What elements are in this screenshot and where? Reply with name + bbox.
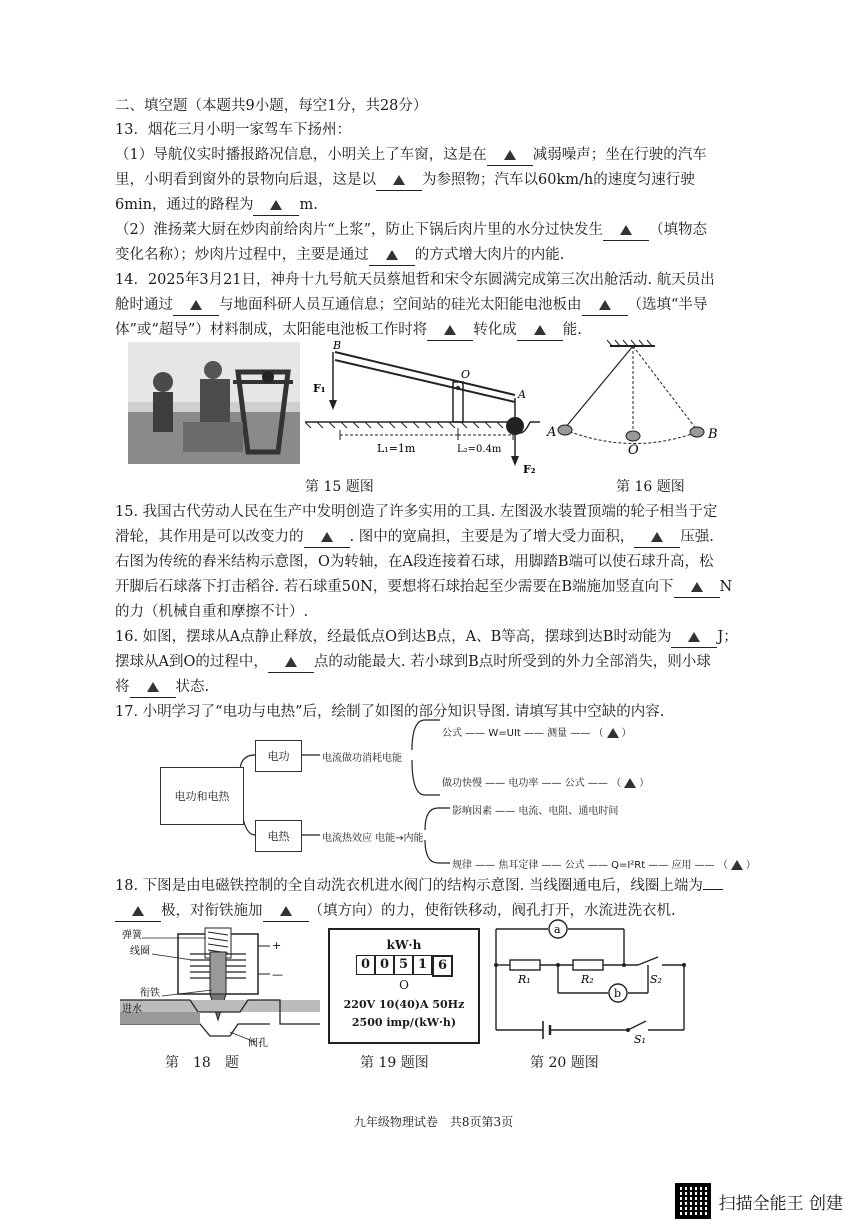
triangle-icon (321, 532, 333, 542)
q14-line2: 舱时通过 与地面科研人员互通信息；空间站的硅光太阳能电池板由 （选填“半导 (115, 295, 707, 316)
answer-blank[interactable] (487, 145, 533, 166)
well-photo (128, 342, 300, 464)
triangle-icon (607, 728, 619, 738)
fig18-caption: 第 18 题 (165, 1055, 239, 1071)
pendulum-diagram (545, 338, 745, 456)
mindmap-work-desc: 电流做功消耗电能 (322, 753, 402, 764)
q15-line5: 的力（机械自重和摩擦不计）. (115, 604, 309, 620)
meter-spec1: 220V 10(40)A 50Hz (343, 998, 465, 1011)
mindmap-heat-r2: 规律 —— 焦耳定律 —— 公式 —— Q=I²Rt —— 应用 —— （ ） (452, 860, 756, 871)
q13-line4: （2）淮扬菜大厨在炒肉前给肉片“上浆”，防止下锅后肉片里的水分过快发生 （填物态 (115, 220, 707, 241)
triangle-icon (285, 657, 297, 667)
q15-line4: 开脚后石球落下打击稻谷. 若石球重50N，要想将石球抬起至少需要在B端施加竖直向下 N (115, 577, 732, 598)
q13-line5: 变化名称）；炒肉片过程中，主要是通过 的方式增大肉片的内能. (115, 245, 564, 266)
answer-blank[interactable] (634, 527, 680, 548)
meter-digit: 0 (356, 955, 375, 975)
label-R2: R₂ (581, 973, 594, 986)
triangle-icon (444, 325, 456, 335)
qr-code-icon (675, 1183, 711, 1219)
triangle-icon (651, 532, 663, 542)
triangle-icon (731, 860, 743, 870)
answer-blank[interactable] (603, 220, 649, 241)
q16-line1: 16. 如图，摆球从A点静止释放，经最低点O到达B点，A、B等高，摆球到达B时动能为 J； (115, 627, 738, 648)
mindmap-node-heat: 电热 (255, 820, 302, 852)
fig19-caption: 第 19 题图 (360, 1055, 429, 1071)
label-A: A (547, 425, 557, 440)
triangle-icon (620, 225, 632, 235)
label-inlet: 进水 (122, 1004, 142, 1015)
mindmap-heat-desc: 电流热效应 电能→内能 (322, 833, 424, 844)
label-L2: L₂=0.4m (457, 444, 502, 455)
meter-digit: 1 (413, 955, 432, 975)
triangle-icon (504, 150, 516, 160)
meter-a-label: a (554, 923, 561, 936)
triangle-icon (691, 582, 703, 592)
mindmap-node-work: 电功 (255, 740, 302, 772)
q15-line1: 15. 我国古代劳动人民在生产中发明创造了许多实用的工具. 左图汲水装置顶端的轮子相当于定 (115, 504, 718, 520)
triangle-icon (270, 200, 282, 210)
answer-blank[interactable] (703, 889, 723, 890)
label-F2: F₂ (523, 463, 536, 476)
meter-digit-decimal: 6 (432, 955, 453, 977)
triangle-icon (132, 906, 144, 916)
label-A: A (518, 388, 526, 401)
label-hole: 阀孔 (248, 1038, 268, 1048)
label-S1: S₁ (634, 1033, 646, 1045)
answer-blank[interactable] (268, 652, 314, 673)
answer-blank[interactable] (369, 245, 415, 266)
watermark-text: 扫描全能王 创建 (718, 1193, 843, 1214)
fig20-caption: 第 20 题图 (530, 1055, 599, 1071)
answer-blank[interactable] (173, 295, 219, 316)
q18-line2: 极，对衔铁施加 （填方向）的力，使衔铁移动，阀孔打开，水流进洗衣机. (115, 901, 676, 922)
answer-blank[interactable] (304, 527, 350, 548)
triangle-icon (599, 300, 611, 310)
meter-unit: kW·h (386, 938, 422, 952)
q13-stem: 13．烟花三月小明一家驾车下扬州： (115, 122, 351, 138)
q17-line1: 17. 小明学习了“电功与电热”后，绘制了如图的部分知识导图. 请填写其中空缺的内容. (115, 704, 665, 720)
q13-line3: 6min，通过的路程为 m. (115, 195, 318, 216)
scanner-watermark (675, 1183, 843, 1219)
answer-blank[interactable] (674, 577, 720, 598)
mindmap-root: 电功和电热 (160, 767, 244, 825)
valve-diagram (120, 924, 320, 1048)
fig16-caption: 第 16 题图 (616, 479, 685, 495)
label-minus: — (272, 968, 283, 981)
q14-line3: 体”或“超导”）材料制成，太阳能电池板工作时将 转化成 能. (115, 320, 582, 341)
label-L1: L₁=1m (377, 442, 416, 455)
label-spring: 弹簧 (122, 930, 142, 941)
label-B: B (333, 340, 342, 352)
meter-spec2: 2500 imp/(kW·h) (351, 1016, 457, 1029)
triangle-icon (534, 325, 546, 335)
answer-blank[interactable] (376, 170, 422, 191)
q16-line3: 将 状态. (115, 677, 209, 698)
triangle-icon (688, 632, 700, 642)
q15-line3: 右图为传统的舂米结构示意图，O为转轴，在A段连接着石球，用脚踏B端可以使石球升高，松 (115, 554, 714, 570)
section-title: 二、填空题（本题共9小题，每空1分，共28分） (115, 98, 428, 114)
fig15-caption: 第 15 题图 (305, 479, 374, 495)
triangle-icon (624, 778, 636, 788)
triangle-icon (147, 682, 159, 692)
mindmap-work-r2: 做功快慢 —— 电功率 —— 公式 —— （ ） (442, 778, 650, 789)
page-footer: 九年级物理试卷 共8页第3页 (353, 1115, 514, 1129)
triangle-icon (280, 906, 292, 916)
triangle-icon (386, 250, 398, 260)
label-B: B (708, 427, 718, 442)
label-coil: 线圈 (130, 946, 150, 957)
meter-b-label: b (614, 987, 622, 1000)
meter-indicator: O (399, 978, 409, 992)
label-O: O (628, 443, 639, 456)
q13-line2: 里，小明看到窗外的景物向后退，这是以 为参照物；汽车以60km/h的速度匀速行驶 (115, 170, 695, 191)
mindmap-heat-r1: 影响因素 —— 电流、电阻、通电时间 (452, 806, 619, 817)
q13-line1: （1）导航仪实时播报路况信息，小明关上了车窗，这是在 减弱噪声；坐在行驶的汽车 (115, 145, 707, 166)
lever-diagram (305, 340, 540, 480)
triangle-icon (190, 300, 202, 310)
triangle-icon (393, 175, 405, 185)
label-S2: S₂ (650, 973, 662, 986)
answer-blank[interactable] (427, 320, 473, 341)
label-O: O (461, 368, 471, 381)
q18-line1: 18. 下图是由电磁铁控制的全自动洗衣机进水阀门的结构示意图. 当线圈通电后，线圈上端为 (115, 876, 723, 896)
answer-blank[interactable] (582, 295, 628, 316)
meter-digits (356, 955, 453, 977)
label-R1: R₁ (518, 973, 531, 986)
answer-blank[interactable] (130, 677, 176, 698)
answer-blank[interactable] (115, 901, 161, 922)
circuit-diagram (488, 915, 688, 1045)
q16-line2: 摆球从A到O的过程中， 点的动能最大. 若小球到B点时所受到的外力全部消失，则小球 (115, 652, 711, 673)
meter-digit: 0 (375, 955, 394, 975)
label-plus: + (272, 939, 282, 952)
mindmap-work-r1: 公式 —— W=UIt —— 测量 —— （ ） (442, 728, 632, 739)
answer-blank[interactable] (671, 627, 717, 648)
label-F1: F₁ (313, 382, 326, 395)
meter-digit: 5 (394, 955, 413, 975)
answer-blank[interactable] (253, 195, 299, 216)
q15-line2: 滑轮，其作用是可以改变力的 . 图中的宽扁担，主要是为了增大受力面积， 压强. (115, 527, 714, 548)
label-armature: 衔铁 (140, 988, 160, 999)
energy-meter (328, 928, 480, 1044)
answer-blank[interactable] (263, 901, 309, 922)
q14-line1: 14．2025年3月21日，神舟十九号航天员蔡旭哲和宋令东圆满完成第三次出舱活动. 航天员出 (115, 272, 715, 288)
